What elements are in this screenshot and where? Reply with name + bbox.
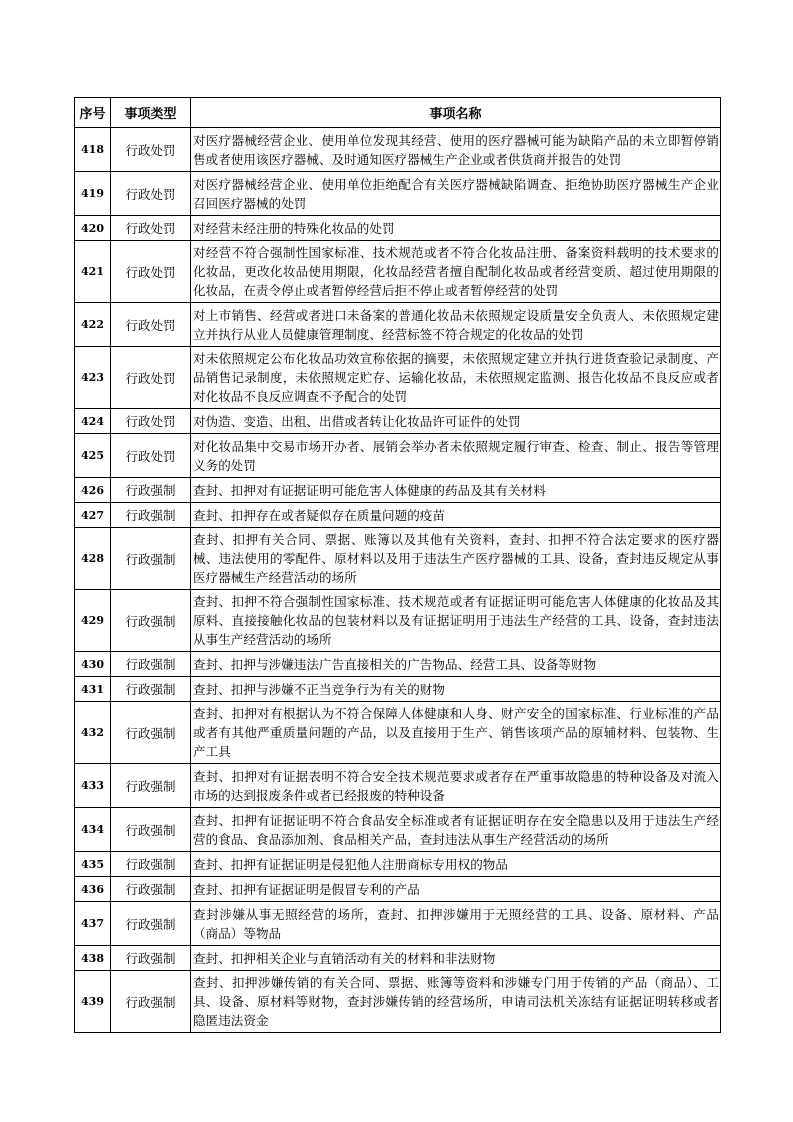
row-name: 对医疗器械经营企业、使用单位发现其经营、使用的医疗器械可能为缺陷产品的未立即暂停销售或者使用该医疗器械、及时通知医疗器械生产企业或者供货商并报告的处罚 bbox=[191, 128, 721, 172]
matters-table bbox=[74, 97, 721, 1033]
row-seq: 429 bbox=[75, 590, 111, 652]
row-type: 行政处罚 bbox=[111, 303, 191, 347]
row-seq: 421 bbox=[75, 241, 111, 303]
table-row bbox=[75, 590, 721, 652]
table-row bbox=[75, 764, 721, 808]
table-row bbox=[75, 808, 721, 852]
row-seq: 439 bbox=[75, 971, 111, 1033]
row-seq: 425 bbox=[75, 434, 111, 478]
row-seq: 423 bbox=[75, 347, 111, 409]
row-seq: 435 bbox=[75, 852, 111, 877]
row-name: 对伪造、变造、出租、出借或者转让化妆品许可证件的处罚 bbox=[191, 409, 721, 434]
table-row bbox=[75, 877, 721, 902]
row-name: 查封、扣押相关企业与直销活动有关的材料和非法财物 bbox=[191, 946, 721, 971]
row-type: 行政处罚 bbox=[111, 172, 191, 216]
row-seq: 431 bbox=[75, 677, 111, 702]
table-row bbox=[75, 434, 721, 478]
row-name: 查封、扣押存在或者疑似存在质量问题的疫苗 bbox=[191, 503, 721, 528]
row-type: 行政强制 bbox=[111, 503, 191, 528]
row-name: 查封、扣押有证据证明是假冒专利的产品 bbox=[191, 877, 721, 902]
row-seq: 433 bbox=[75, 764, 111, 808]
table-row bbox=[75, 902, 721, 946]
row-name: 对化妆品集中交易市场开办者、展销会举办者未依照规定履行审查、检查、制止、报告等管理义务的处罚 bbox=[191, 434, 721, 478]
row-seq: 422 bbox=[75, 303, 111, 347]
row-type: 行政强制 bbox=[111, 528, 191, 590]
row-type: 行政处罚 bbox=[111, 216, 191, 241]
row-type: 行政处罚 bbox=[111, 434, 191, 478]
row-seq: 434 bbox=[75, 808, 111, 852]
row-seq: 437 bbox=[75, 902, 111, 946]
table-row bbox=[75, 946, 721, 971]
table-header-row bbox=[75, 98, 721, 128]
row-name: 对医疗器械经营企业、使用单位拒绝配合有关医疗器械缺陷调查、拒绝协助医疗器械生产企业召回医疗器械的处罚 bbox=[191, 172, 721, 216]
row-seq: 436 bbox=[75, 877, 111, 902]
row-type: 行政处罚 bbox=[111, 347, 191, 409]
row-name: 查封、扣押不符合强制性国家标准、技术规范或者有证据证明可能危害人体健康的化妆品及其原料、直接接触化妆品的包装材料以及有证据证明用于违法生产经营的工具、设备，查封违法从事生产经营活动的场所 bbox=[191, 590, 721, 652]
row-type: 行政强制 bbox=[111, 808, 191, 852]
row-seq: 418 bbox=[75, 128, 111, 172]
table-row bbox=[75, 852, 721, 877]
row-name: 对经营不符合强制性国家标准、技术规范或者不符合化妆品注册、备案资料载明的技术要求的化妆品，更改化妆品使用期限，化妆品经营者擅自配制化妆品或者经营变质、超过使用期限的化妆品，在责令停止或者暂停经营后拒不停止或者暂停经营的处罚 bbox=[191, 241, 721, 303]
row-seq: 432 bbox=[75, 702, 111, 764]
header-type: 事项类型 bbox=[111, 98, 191, 128]
row-type: 行政强制 bbox=[111, 590, 191, 652]
row-name: 对未依照规定公布化妆品功效宣称依据的摘要，未依照规定建立并执行进货查验记录制度、产品销售记录制度，未依照规定贮存、运输化妆品，未依照规定监测、报告化妆品不良反应或者对化妆品不良反应调查不予配合的处罚 bbox=[191, 347, 721, 409]
row-name: 对上市销售、经营或者进口未备案的普通化妆品未依照规定设质量安全负责人、未依照规定建立并执行从业人员健康管理制度、经营标签不符合规定的化妆品的处罚 bbox=[191, 303, 721, 347]
header-seq: 序号 bbox=[75, 98, 111, 128]
row-type: 行政强制 bbox=[111, 478, 191, 503]
matters-table-container bbox=[74, 97, 720, 1033]
row-type: 行政强制 bbox=[111, 971, 191, 1033]
row-name: 查封、扣押对有根据认为不符合保障人体健康和人身、财产安全的国家标准、行业标准的产品或者有其他严重质量问题的产品，以及直接用于生产、销售该项产品的原辅材料、包装物、生产工具 bbox=[191, 702, 721, 764]
row-name: 查封、扣押对有证据证明可能危害人体健康的药品及其有关材料 bbox=[191, 478, 721, 503]
row-type: 行政强制 bbox=[111, 702, 191, 764]
row-seq: 430 bbox=[75, 652, 111, 677]
row-seq: 426 bbox=[75, 478, 111, 503]
row-type: 行政强制 bbox=[111, 652, 191, 677]
row-seq: 438 bbox=[75, 946, 111, 971]
row-type: 行政处罚 bbox=[111, 241, 191, 303]
row-type: 行政强制 bbox=[111, 677, 191, 702]
header-name: 事项名称 bbox=[191, 98, 721, 128]
row-name: 查封、扣押对有证据表明不符合安全技术规范要求或者存在严重事故隐患的特种设备及对流入市场的达到报废条件或者已经报废的特种设备 bbox=[191, 764, 721, 808]
row-name: 查封、扣押有证据证明是侵犯他人注册商标专用权的物品 bbox=[191, 852, 721, 877]
table-row bbox=[75, 216, 721, 241]
table-row bbox=[75, 241, 721, 303]
row-name: 查封涉嫌从事无照经营的场所，查封、扣押涉嫌用于无照经营的工具、设备、原材料、产品（商品）等物品 bbox=[191, 902, 721, 946]
row-name: 查封、扣押与涉嫌违法广告直接相关的广告物品、经营工具、设备等财物 bbox=[191, 652, 721, 677]
row-name: 查封、扣押有关合同、票据、账簿以及其他有关资料，查封、扣押不符合法定要求的医疗器械、违法使用的零配件、原材料以及用于违法生产医疗器械的工具、设备，查封违反规定从事医疗器械生产经营活动的场所 bbox=[191, 528, 721, 590]
row-seq: 419 bbox=[75, 172, 111, 216]
row-type: 行政处罚 bbox=[111, 128, 191, 172]
row-seq: 427 bbox=[75, 503, 111, 528]
row-type: 行政强制 bbox=[111, 764, 191, 808]
table-row bbox=[75, 128, 721, 172]
table-row bbox=[75, 409, 721, 434]
row-name: 对经营未经注册的特殊化妆品的处罚 bbox=[191, 216, 721, 241]
table-row bbox=[75, 478, 721, 503]
row-type: 行政强制 bbox=[111, 946, 191, 971]
table-row bbox=[75, 677, 721, 702]
table-row bbox=[75, 347, 721, 409]
row-type: 行政强制 bbox=[111, 877, 191, 902]
table-row bbox=[75, 971, 721, 1033]
row-type: 行政处罚 bbox=[111, 409, 191, 434]
table-row bbox=[75, 172, 721, 216]
table-row bbox=[75, 702, 721, 764]
row-seq: 428 bbox=[75, 528, 111, 590]
table-row bbox=[75, 303, 721, 347]
table-row bbox=[75, 652, 721, 677]
row-name: 查封、扣押有证据证明不符合食品安全标准或者有证据证明存在安全隐患以及用于违法生产经营的食品、食品添加剂、食品相关产品，查封违法从事生产经营活动的场所 bbox=[191, 808, 721, 852]
row-seq: 420 bbox=[75, 216, 111, 241]
row-seq: 424 bbox=[75, 409, 111, 434]
table-row bbox=[75, 528, 721, 590]
row-type: 行政强制 bbox=[111, 902, 191, 946]
row-name: 查封、扣押与涉嫌不正当竞争行为有关的财物 bbox=[191, 677, 721, 702]
row-type: 行政强制 bbox=[111, 852, 191, 877]
row-name: 查封、扣押涉嫌传销的有关合同、票据、账簿等资料和涉嫌专门用于传销的产品（商品）、工具、设备、原材料等财物，查封涉嫌传销的经营场所，申请司法机关冻结有证据证明转移或者隐匿违法资金 bbox=[191, 971, 721, 1033]
table-row bbox=[75, 503, 721, 528]
